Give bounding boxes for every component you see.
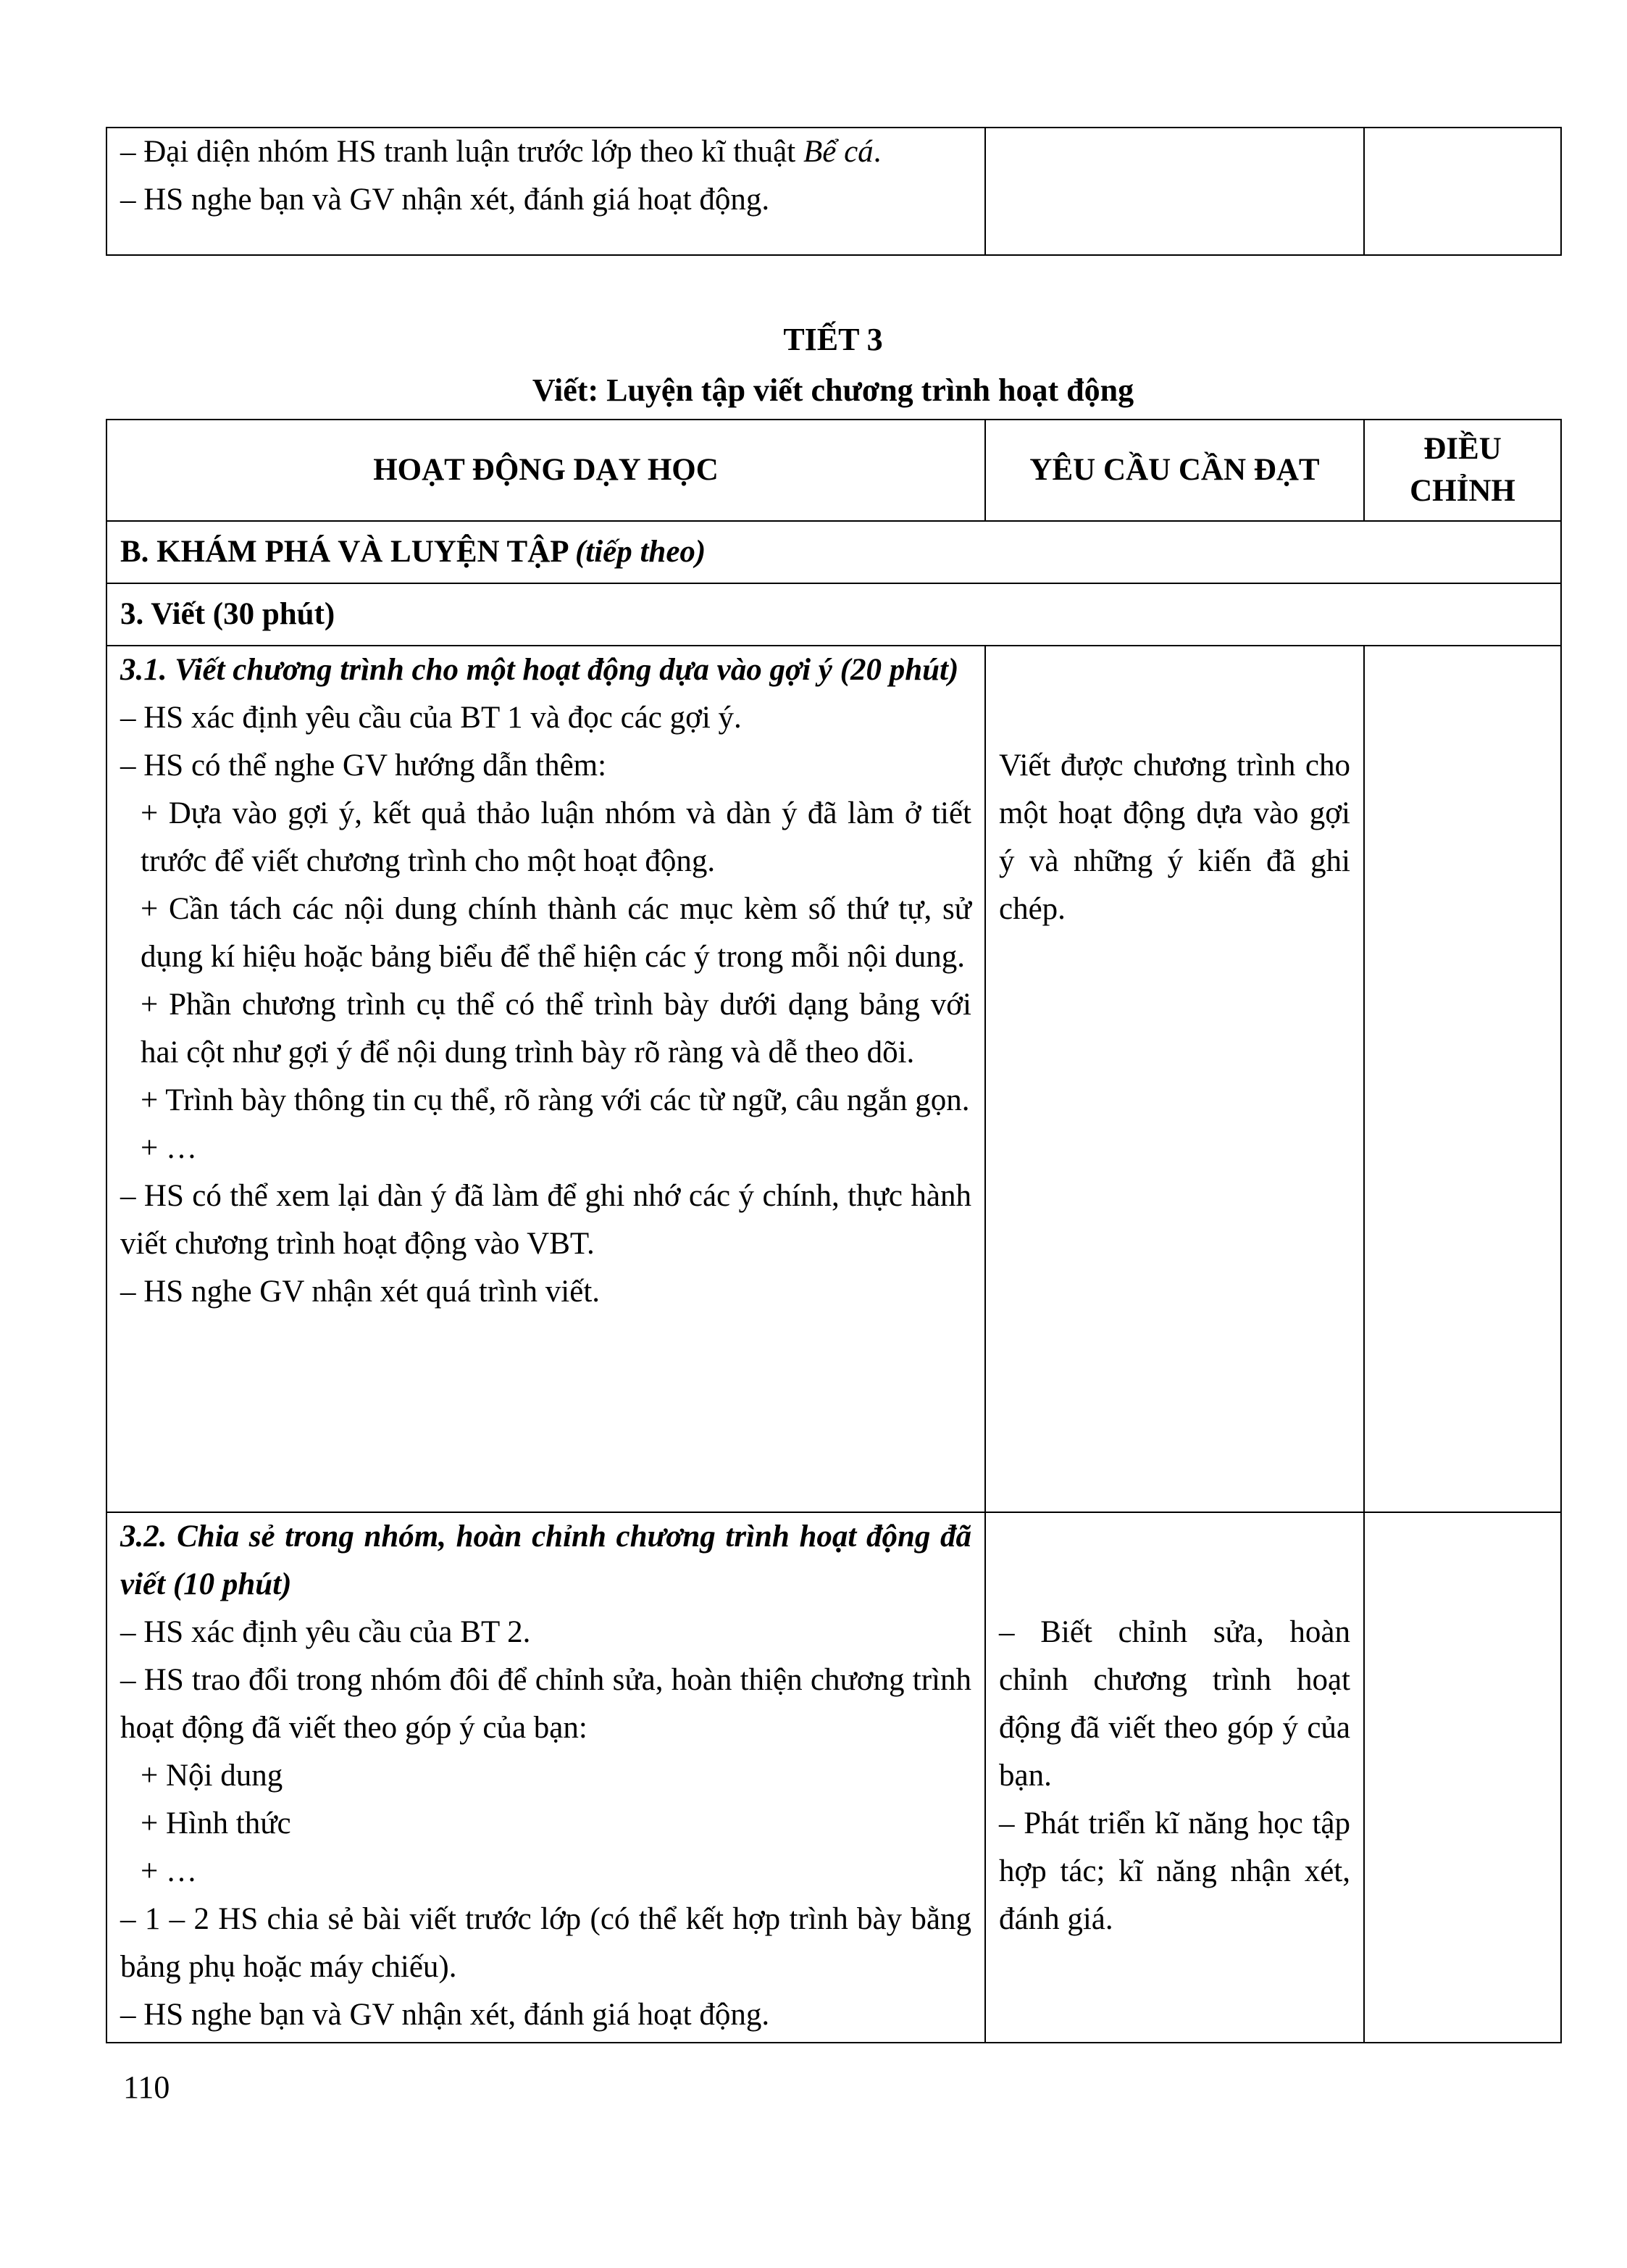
continuation-line-2: – HS nghe bạn và GV nhận xét, đánh giá hoạt động. <box>120 183 770 217</box>
activity-3-1-line: + … <box>141 1131 198 1165</box>
lesson-table <box>106 419 1562 2043</box>
activity-3-2-line: + Nội dung <box>141 1759 283 1793</box>
activity-3-2-line: – HS nghe bạn và GV nhận xét, đánh giá hoạt động. <box>120 1998 770 2032</box>
activity-3-1-line: + Dựa vào gợi ý, kết quả thảo luận nhóm và dàn ý đã làm ở tiết trước để viết chương trình cho một hoạt động. <box>141 796 971 878</box>
activity-3-1-line: – HS có thể nghe GV hướng dẫn thêm: <box>120 749 607 783</box>
part-3-heading: 3. Viết (30 phút) <box>106 583 1561 646</box>
header-requirements: YÊU CẦU CẦN ĐẠT <box>985 420 1364 521</box>
requirement-3-1: Viết được chương trình cho một hoạt động dựa vào gợi ý và những ý kiến đã ghi chép. <box>999 749 1350 926</box>
adjustment-3-2-cell <box>1364 1512 1561 2043</box>
activity-3-2-title: 3.2. Chia sẻ trong nhóm, hoàn chỉnh chương trình hoạt động đã viết (10 phút) <box>120 1519 971 1601</box>
requirement-3-2-item: – Phát triển kĩ năng học tập hợp tác; kĩ năng nhận xét, đánh giá. <box>999 1806 1350 1936</box>
part-b-heading: B. KHÁM PHÁ VÀ LUYỆN TẬP (tiếp theo) <box>106 521 1561 583</box>
activity-3-2-cell <box>106 1512 985 2043</box>
requirement-3-1-cell <box>985 646 1364 1512</box>
activity-3-1-line: – HS có thể xem lại dàn ý đã làm để ghi nhớ các ý chính, thực hành viết chương trình hoạt động vào VBT. <box>120 1179 971 1261</box>
header-activities: HOẠT ĐỘNG DẠY HỌC <box>106 420 985 521</box>
continuation-requirement-cell <box>985 128 1364 255</box>
continuation-line-1: – Đại diện nhóm HS tranh luận trước lớp theo kĩ thuật Bể cá. <box>120 135 882 169</box>
activity-3-1-line: – HS nghe GV nhận xét quá trình viết. <box>120 1275 601 1309</box>
header-adjustment: ĐIỀU CHỈNH <box>1364 420 1561 521</box>
activity-row-3-1 <box>106 646 1561 1512</box>
activity-3-1-cell <box>106 646 985 1512</box>
section-subtitle: Viết: Luyện tập viết chương trình hoạt động <box>532 372 1134 408</box>
activity-3-1-line: + Phần chương trình cụ thể có thể trình bày dưới dạng bảng với hai cột như gợi ý để nội dung trình bày rõ ràng và dễ theo dõi. <box>141 988 971 1070</box>
continuation-activity-cell <box>106 128 985 255</box>
requirement-3-2-item: – Biết chỉnh sửa, hoàn chỉnh chương trình hoạt động đã viết theo góp ý của bạn. <box>999 1615 1350 1793</box>
continuation-adjustment-cell <box>1364 128 1561 255</box>
activity-3-1-title: 3.1. Viết chương trình cho một hoạt động dựa vào gợi ý (20 phút) <box>120 653 959 687</box>
part-3-row <box>106 583 1561 646</box>
activity-row-3-2 <box>106 1512 1561 2043</box>
activity-3-1-line: – HS xác định yêu cầu của BT 1 và đọc các gợi ý. <box>120 701 742 735</box>
page-number: 110 <box>123 2069 170 2105</box>
header-row <box>106 420 1561 521</box>
section-title: TIẾT 3 <box>783 322 883 357</box>
continuation-table <box>106 127 1562 256</box>
part-b-row <box>106 521 1561 583</box>
activity-3-2-line: – 1 – 2 HS chia sẻ bài viết trước lớp (có thể kết hợp trình bày bằng bảng phụ hoặc máy chiếu). <box>120 1902 971 1984</box>
adjustment-3-1-cell <box>1364 646 1561 1512</box>
requirement-3-2-cell <box>985 1512 1364 2043</box>
activity-3-2-line: – HS xác định yêu cầu của BT 2. <box>120 1615 531 1649</box>
activity-3-1-line: + Trình bày thông tin cụ thể, rõ ràng với các từ ngữ, câu ngắn gọn. <box>141 1083 970 1117</box>
activity-3-2-line: – HS trao đổi trong nhóm đôi để chỉnh sửa, hoàn thiện chương trình hoạt động đã viết theo góp ý của bạn: <box>120 1663 971 1745</box>
activity-3-1-line: + Cần tách các nội dung chính thành các mục kèm số thứ tự, sử dụng kí hiệu hoặc bảng biểu để thể hiện các ý trong mỗi nội dung. <box>141 892 971 974</box>
activity-3-2-line: + … <box>141 1854 198 1888</box>
activity-3-2-line: + Hình thức <box>141 1806 291 1840</box>
